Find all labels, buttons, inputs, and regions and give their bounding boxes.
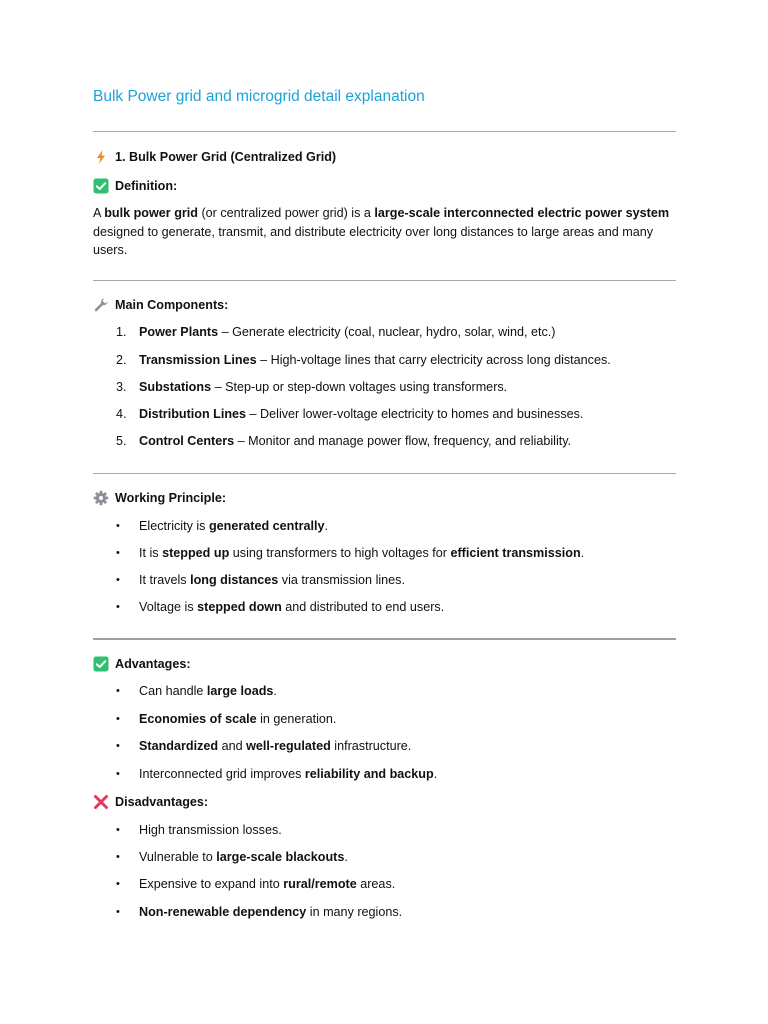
list-number: 2.	[116, 353, 127, 367]
list-item	[116, 765, 676, 783]
bold-term: bulk power grid	[104, 206, 198, 220]
list-item-text	[139, 598, 444, 616]
bold-term: Standardized	[139, 739, 219, 753]
definition-heading	[93, 177, 177, 195]
definition-paragraph	[93, 204, 676, 260]
bold-term: Substations	[139, 380, 212, 394]
text-run: using transformers to high voltages for	[229, 546, 451, 560]
bold-term: Transmission Lines	[139, 353, 257, 367]
divider	[93, 131, 676, 132]
advantages-heading-text: Advantages:	[115, 657, 191, 671]
divider	[93, 280, 676, 281]
bold-term: rural/remote	[283, 877, 357, 891]
list-item	[116, 821, 676, 839]
text-run: – Monitor and manage power flow, frequency, and reliability.	[234, 434, 572, 448]
section-heading-text: 1. Bulk Power Grid (Centralized Grid)	[115, 150, 337, 164]
text-run: designed to generate, transmit, and distribute electricity over long distances to large areas and many users.	[93, 224, 654, 257]
bullet: •	[116, 906, 120, 918]
text-run: Expensive to expand into	[139, 877, 284, 891]
list-item-text	[139, 432, 571, 450]
list-item	[116, 682, 676, 700]
bold-term: Control Centers	[139, 434, 235, 448]
bold-term: generated centrally	[208, 519, 325, 533]
bold-term: reliability and backup	[304, 767, 434, 781]
bold-term: Power Plants	[139, 325, 219, 339]
list-number: 1.	[116, 325, 127, 339]
text-run: .	[580, 546, 585, 560]
list-item-text	[139, 821, 282, 839]
wrench-icon	[93, 297, 109, 313]
text-run: – Deliver lower-voltage electricity to homes and businesses.	[246, 407, 584, 421]
text-run: .	[324, 519, 328, 533]
list-item	[116, 571, 676, 589]
text-run: – Step-up or step-down voltages using transformers.	[211, 380, 508, 394]
section-heading	[93, 148, 336, 166]
text-run: .	[273, 684, 277, 698]
text-run: Interconnected grid improves	[139, 767, 305, 781]
bullet: •	[116, 685, 120, 697]
bold-term: large loads	[206, 684, 274, 698]
components-heading	[93, 296, 228, 314]
divider	[93, 638, 676, 640]
text-run: in generation.	[256, 712, 337, 726]
list-item-text	[139, 765, 437, 783]
list-item	[116, 848, 676, 866]
list-item	[116, 737, 676, 755]
list-item	[116, 903, 676, 921]
text-run: Vulnerable to	[139, 850, 217, 864]
list-item-text	[139, 875, 395, 893]
bold-term: large-scale interconnected electric power system	[374, 206, 670, 220]
bold-term: Distribution Lines	[139, 407, 247, 421]
bullet: •	[116, 740, 120, 752]
list-item-text	[139, 378, 507, 396]
text-run: .	[433, 767, 438, 781]
bold-term: large-scale blackouts	[216, 850, 345, 864]
text-run: A	[93, 206, 105, 220]
list-item	[116, 432, 676, 450]
list-item-text	[139, 405, 583, 423]
text-run: Can handle	[139, 684, 207, 698]
list-item	[116, 710, 676, 728]
bold-term: well-regulated	[246, 739, 331, 753]
list-item	[116, 875, 676, 893]
text-run: Voltage is	[139, 600, 198, 614]
text-run: and distributed to end users.	[281, 600, 445, 614]
bold-term: Non-renewable dependency	[139, 905, 307, 919]
bullet: •	[116, 547, 120, 559]
bold-term: stepped down	[197, 600, 282, 614]
text-run: Electricity is	[139, 519, 209, 533]
list-item-text	[139, 737, 411, 755]
working-heading-text: Working Principle:	[115, 491, 227, 505]
list-item-text	[139, 848, 348, 866]
text-run: and	[218, 739, 247, 753]
document-title: Bulk Power grid and microgrid detail explanation	[93, 88, 425, 105]
list-number: 5.	[116, 434, 127, 448]
text-run: (or centralized power grid) is a	[197, 206, 375, 220]
gear-icon	[93, 490, 109, 506]
disadvantages-heading	[93, 793, 208, 811]
disadvantages-heading-text: Disadvantages:	[115, 795, 209, 809]
list-item	[116, 351, 676, 369]
lightning-icon	[93, 149, 109, 165]
list-item	[116, 378, 676, 396]
text-run: It travels	[139, 573, 191, 587]
list-item	[116, 544, 676, 562]
bold-term: stepped up	[162, 546, 230, 560]
list-item-text	[139, 710, 336, 728]
list-number: 3.	[116, 380, 127, 394]
text-run: – Generate electricity (coal, nuclear, hydro, solar, wind, etc.)	[218, 325, 556, 339]
working-heading	[93, 489, 226, 507]
text-run: infrastructure.	[330, 739, 412, 753]
bullet: •	[116, 713, 120, 725]
list-item	[116, 517, 676, 535]
list-item-text	[139, 571, 405, 589]
bold-term: efficient transmission	[450, 546, 581, 560]
list-item	[116, 405, 676, 423]
list-item-text	[139, 682, 277, 700]
text-run: via transmission lines.	[278, 573, 405, 587]
bullet: •	[116, 851, 120, 863]
check-mark-icon	[93, 656, 109, 672]
text-run: in many regions.	[306, 905, 403, 919]
list-item-text	[139, 351, 611, 369]
components-heading-text: Main Components:	[115, 298, 229, 312]
bullet: •	[116, 574, 120, 586]
list-item	[116, 323, 676, 341]
list-item-text	[139, 903, 402, 921]
text-run: It is	[139, 546, 163, 560]
bullet: •	[116, 601, 120, 613]
text-run: High transmission losses.	[139, 823, 282, 837]
text-run: .	[344, 850, 348, 864]
check-mark-icon	[93, 178, 109, 194]
list-item-text	[139, 544, 584, 562]
definition-heading-text: Definition:	[115, 179, 178, 193]
list-number: 4.	[116, 407, 127, 421]
bold-term: long distances	[190, 573, 279, 587]
bullet: •	[116, 824, 120, 836]
bullet: •	[116, 878, 120, 890]
text-run: – High-voltage lines that carry electricity across long distances.	[256, 353, 611, 367]
text-run: areas.	[356, 877, 396, 891]
cross-mark-icon	[93, 794, 109, 810]
list-item-text	[139, 517, 328, 535]
divider	[93, 473, 676, 474]
bold-term: Economies of scale	[139, 712, 257, 726]
advantages-heading	[93, 655, 191, 673]
bullet: •	[116, 768, 120, 780]
list-item-text	[139, 323, 555, 341]
bullet: •	[116, 520, 120, 532]
list-item	[116, 598, 676, 616]
